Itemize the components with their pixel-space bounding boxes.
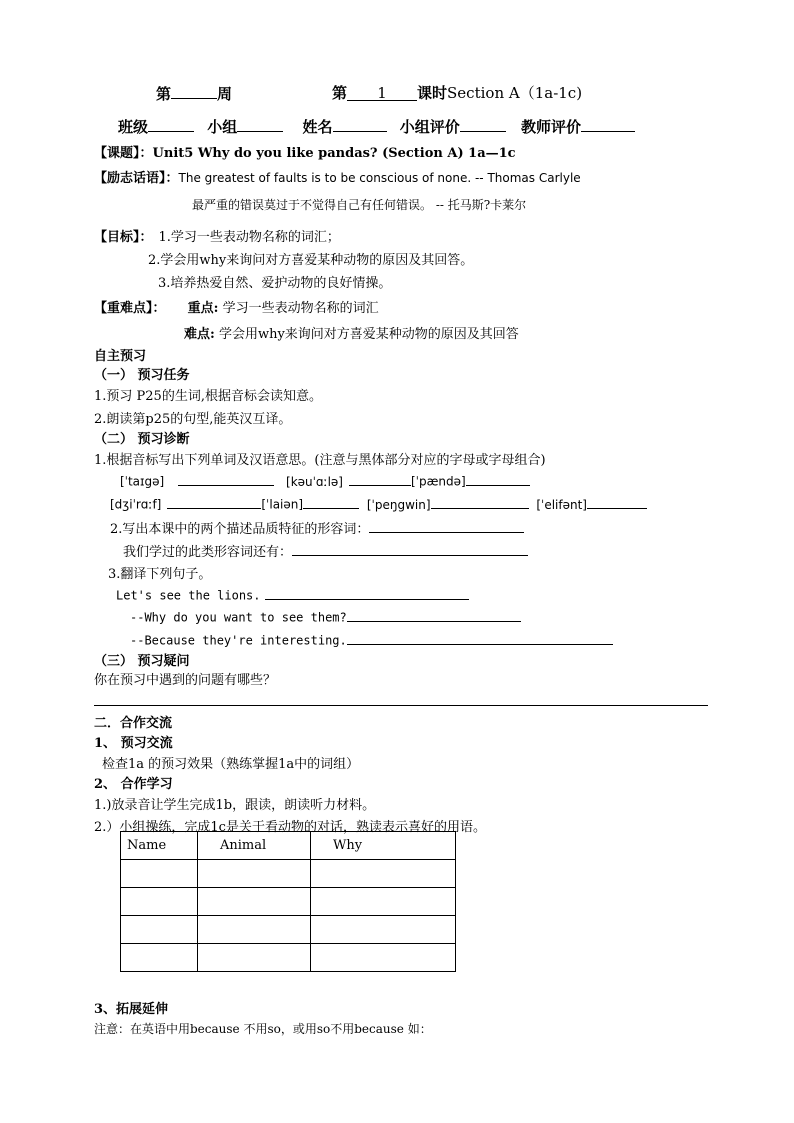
- sentence-text: --Why do you want to see them?: [130, 610, 347, 625]
- table-cell[interactable]: [198, 888, 311, 916]
- motto-colon: ：: [165, 171, 179, 186]
- question-2b: [123, 541, 528, 560]
- motto-line: [94, 167, 581, 186]
- key-label: 重点:: [187, 301, 219, 316]
- table-row: [121, 860, 456, 888]
- goal-item: 3.培养热爱自然、爱护动物的良好情操。: [158, 276, 392, 291]
- section-3-title: 3、拓展延伸: [94, 1002, 169, 1017]
- task-item: 2.朗读第p25的句型,能英汉互译。: [94, 412, 292, 427]
- key-text: 学习一些表动物名称的词汇: [222, 301, 379, 316]
- sentence: [130, 631, 613, 648]
- table-cell[interactable]: [198, 860, 311, 888]
- group-label: 小组: [207, 117, 238, 136]
- answer-blank[interactable]: [369, 518, 524, 533]
- sentence-text: --Because they're interesting.: [130, 633, 347, 648]
- phonetics-row: [120, 472, 530, 489]
- table-cell[interactable]: [311, 916, 456, 944]
- phonetic-giraffe: [dʒiˈrɑːf]: [110, 497, 162, 512]
- question-2-text: 2.写出本课中的两个描述品质特征的形容词：: [110, 522, 370, 537]
- lesson-prefix: 第: [332, 84, 348, 102]
- question-2: [110, 518, 524, 537]
- group-blank[interactable]: [237, 115, 283, 132]
- week-prefix: 第: [156, 84, 172, 103]
- motto-label: 【励志话语】: [94, 171, 166, 186]
- answer-blank[interactable]: [466, 472, 530, 486]
- phonetic-koala: [kəuˈɑːlə]: [286, 474, 343, 489]
- answer-blank[interactable]: [265, 586, 469, 600]
- header-why: Why: [311, 832, 456, 860]
- phonetic-panda: [ˈpændə]: [411, 474, 466, 489]
- answer-blank[interactable]: [347, 608, 521, 622]
- preview-question-title: （三） 预习疑问: [94, 654, 190, 669]
- section-1-text: 检查1a 的预习效果（熟练掌握1a中的词组）: [102, 757, 360, 772]
- section-2-item: 1.)放录音让学生完成1b，跟读，朗读听力材料。: [94, 798, 376, 813]
- phonetics-row: [110, 495, 647, 512]
- practice-table: [120, 831, 456, 972]
- teacher-eval-blank[interactable]: [581, 115, 635, 132]
- table-row: [121, 916, 456, 944]
- class-blank[interactable]: [148, 115, 194, 132]
- name-blank[interactable]: [333, 115, 387, 132]
- topic-colon: ：: [139, 146, 153, 161]
- answer-blank[interactable]: [349, 472, 411, 486]
- keypoints-colon: ：: [152, 301, 166, 316]
- week-field: [156, 82, 232, 104]
- header-name: Name: [121, 832, 198, 860]
- keypoints-label: 【重难点】: [94, 301, 153, 316]
- topic-line: [94, 142, 516, 161]
- lesson-number[interactable]: 1: [347, 84, 417, 101]
- keypoints-line: [94, 297, 379, 316]
- motto-english: The greatest of faults is to be conscious of none. -- Thomas Carlyle: [178, 171, 581, 185]
- answer-blank[interactable]: [431, 495, 529, 509]
- task-title: （一） 预习任务: [94, 368, 190, 383]
- answer-blank[interactable]: [587, 495, 647, 509]
- table-cell[interactable]: [121, 916, 198, 944]
- goal-item: 1.学习一些表动物名称的词汇；: [158, 230, 340, 245]
- table-cell[interactable]: [121, 944, 198, 972]
- table-cell[interactable]: [198, 944, 311, 972]
- sentence: [130, 608, 521, 625]
- table-row: [121, 944, 456, 972]
- task-item: 1.预习 P25的生词,根据音标会读知意。: [94, 389, 322, 404]
- table-cell[interactable]: [198, 916, 311, 944]
- section-label: Section A（1a-1c): [447, 84, 583, 102]
- group-eval-label: 小组评价: [399, 117, 460, 136]
- question-3: 3.翻译下列句子。: [108, 567, 212, 582]
- goals-colon: ：: [139, 230, 153, 245]
- phonetic-lion: [ˈlaiən]: [261, 497, 304, 512]
- topic-label: 【课题】: [94, 146, 140, 161]
- phonetic-penguin: [ˈpeŋgwin]: [366, 497, 431, 512]
- section-2-title: 2、 合作学习: [94, 777, 173, 792]
- answer-blank[interactable]: [167, 495, 261, 509]
- preview-question-prompt: 你在预习中遇到的问题有哪些？: [94, 673, 277, 688]
- phonetic-tiger: [ˈtaɪgə]: [120, 474, 165, 489]
- lesson-suffix: 课时: [417, 84, 448, 102]
- week-blank[interactable]: [171, 82, 217, 99]
- goals-label: 【目标】: [94, 230, 140, 245]
- answer-blank[interactable]: [292, 541, 528, 556]
- question-1: 1.根据音标写出下列单词及汉语意思。(注意与黑体部分对应的字母或字母组合): [94, 453, 546, 468]
- week-suffix: 周: [217, 84, 233, 103]
- table-cell[interactable]: [311, 860, 456, 888]
- table-cell[interactable]: [121, 860, 198, 888]
- hard-text: 学会用why来询问对方喜爱某种动物的原因及其回答: [218, 327, 519, 342]
- name-label: 姓名: [302, 117, 333, 136]
- section-2-item: 2.）小组操练，完成1c是关于看动物的对话，熟读表示喜好的用语。: [94, 820, 486, 835]
- answer-blank[interactable]: [347, 631, 613, 645]
- answer-blank[interactable]: [303, 495, 359, 509]
- question-2b-text: 我们学过的此类形容词还有：: [123, 545, 293, 560]
- table-header-row: [121, 832, 456, 860]
- table-row: [121, 888, 456, 916]
- header-animal: Animal: [198, 832, 311, 860]
- table-cell[interactable]: [121, 888, 198, 916]
- goal-item: 2.学会用why来询问对方喜爱某种动物的原因及其回答。: [148, 253, 474, 268]
- group-eval-blank[interactable]: [460, 115, 506, 132]
- table-cell[interactable]: [311, 944, 456, 972]
- answer-blank[interactable]: [178, 472, 274, 486]
- hard-label: 难点:: [184, 327, 215, 342]
- lesson-field: [332, 82, 582, 103]
- cooperation-title: 二．合作交流: [94, 716, 173, 731]
- answer-line[interactable]: [94, 705, 708, 706]
- section-1-title: 1、 预习交流: [94, 736, 173, 751]
- hard-line: [184, 323, 519, 342]
- sentence: [116, 586, 469, 603]
- diagnosis-title: （二） 预习诊断: [94, 432, 190, 447]
- section-3-text: 注意：在英语中用because 不用so，或用so不用because 如：: [94, 1022, 432, 1036]
- goals-line: [94, 226, 340, 245]
- topic-text: Unit5 Why do you like pandas? (Section A) 1a—1c: [152, 146, 516, 161]
- evaluation-row: [118, 115, 635, 137]
- teacher-eval-label: 教师评价: [521, 117, 582, 136]
- sentence-text: Let's see the lions.: [116, 588, 261, 603]
- self-study-title: 自主预习: [94, 349, 147, 364]
- table-cell[interactable]: [311, 888, 456, 916]
- class-label: 班级: [118, 117, 149, 136]
- phonetic-elephant: [ˈelifənt]: [536, 497, 587, 512]
- motto-chinese: 最严重的错误莫过于不觉得自己有任何错误。 -- 托马斯?卡莱尔: [192, 198, 527, 212]
